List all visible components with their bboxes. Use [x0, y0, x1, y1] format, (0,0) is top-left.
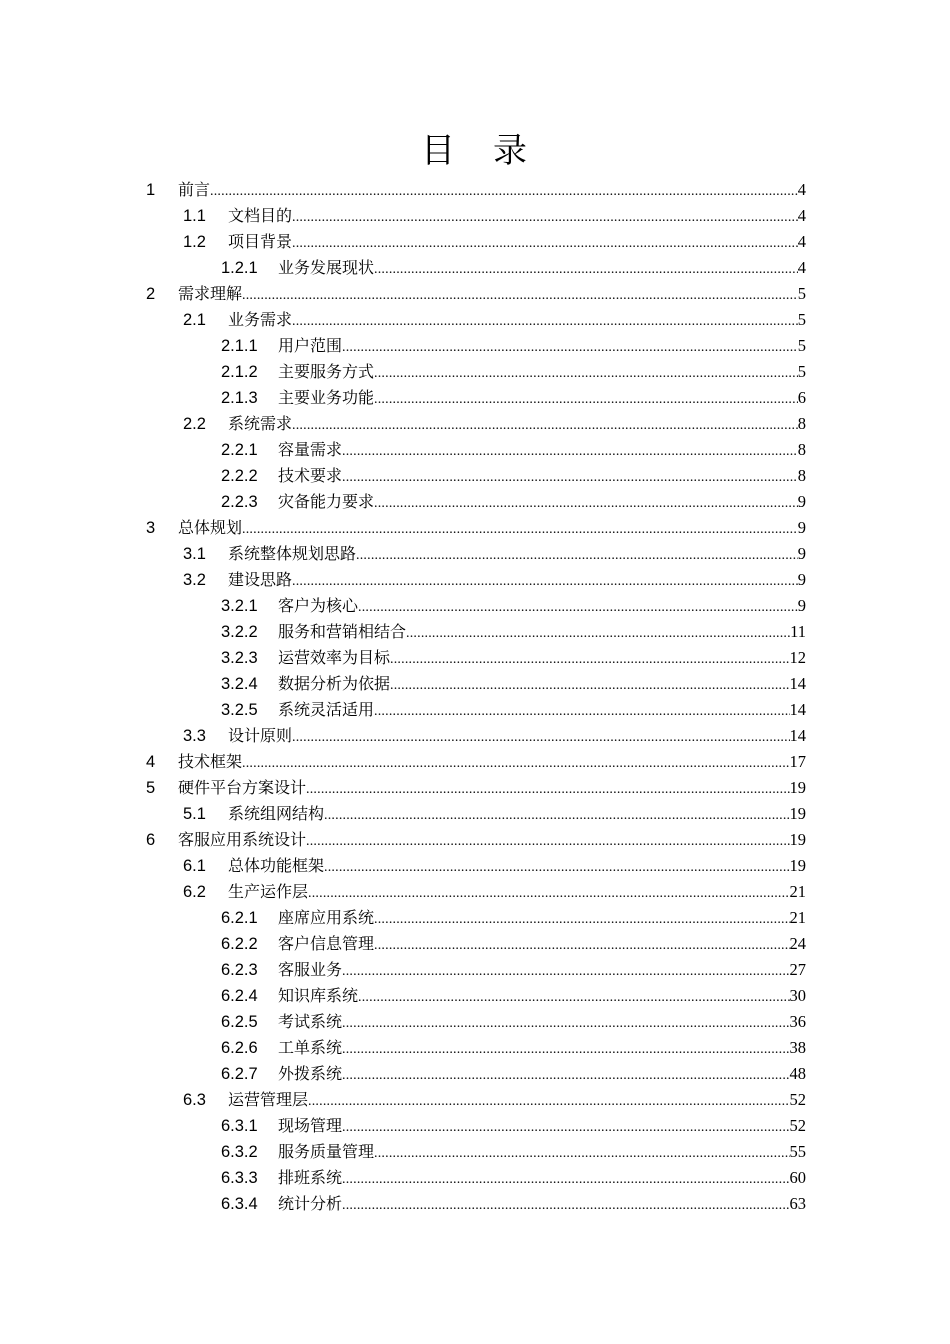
toc-entry-page: 60	[789, 1168, 806, 1187]
toc-entry-line	[228, 567, 806, 595]
toc-dot-leader	[342, 1011, 789, 1037]
toc-entry-number: 1.2	[183, 233, 206, 251]
toc-entry-number: 3.2	[183, 571, 206, 589]
toc-entry-line	[228, 1087, 806, 1115]
toc-entry-page: 5	[797, 284, 806, 303]
toc-dot-leader	[292, 309, 798, 335]
toc-entry-title: 系统组网结构	[228, 804, 325, 823]
toc-entry[interactable]	[0, 411, 950, 437]
toc-entry-number: 3	[146, 519, 156, 537]
toc-entry-page: 11	[790, 622, 806, 641]
toc-entry-line	[278, 1061, 806, 1089]
toc-dot-leader	[342, 959, 789, 985]
toc-entry-number: 3.2.2	[221, 623, 258, 641]
toc-dot-leader	[342, 1037, 789, 1063]
toc-entry[interactable]	[0, 801, 950, 827]
toc-dot-leader	[306, 829, 789, 855]
toc-dot-leader	[324, 855, 789, 881]
toc-entry-line	[278, 983, 806, 1011]
toc-entry-page: 21	[789, 908, 806, 927]
toc-entry[interactable]	[0, 489, 950, 515]
toc-entry-line	[278, 671, 806, 699]
toc-dot-leader	[292, 231, 798, 257]
toc-entry-title: 知识库系统	[278, 986, 359, 1005]
toc-entry-line	[178, 775, 806, 803]
toc-entry-number: 6.2.3	[221, 961, 258, 979]
toc-entry-page: 19	[789, 830, 806, 849]
toc-entry-page: 9	[797, 596, 806, 615]
toc-entry-number: 5.1	[183, 805, 206, 823]
toc-entry-page: 6	[797, 388, 806, 407]
toc-entry-title: 业务需求	[228, 310, 293, 329]
toc-entry-line	[278, 1009, 806, 1037]
toc-entry[interactable]	[0, 203, 950, 229]
toc-entry[interactable]	[0, 359, 950, 385]
toc-entry-number: 2.1.1	[221, 337, 258, 355]
toc-entry-number: 2.2.2	[221, 467, 258, 485]
toc-entry[interactable]	[0, 463, 950, 489]
toc-entry-title: 技术框架	[178, 752, 243, 771]
toc-entry-title: 运营管理层	[228, 1090, 309, 1109]
toc-entry-line	[278, 359, 806, 387]
toc-entry-number: 6.2.6	[221, 1039, 258, 1057]
toc-entry-line	[278, 1139, 806, 1167]
toc-entry-line	[178, 515, 806, 543]
toc-entry-line	[228, 203, 806, 231]
page-title: 目 录	[421, 131, 529, 171]
toc-entry-title: 系统需求	[228, 414, 293, 433]
toc-dot-leader	[374, 257, 798, 283]
toc-entry-number: 3.2.1	[221, 597, 258, 615]
toc-entry[interactable]	[0, 593, 950, 619]
toc-entry-line	[178, 749, 806, 777]
toc-entry[interactable]	[0, 983, 950, 1009]
toc-entry-line	[228, 723, 806, 751]
toc-entry[interactable]	[0, 385, 950, 411]
toc-entry-line	[278, 645, 806, 673]
toc-entry-title: 座席应用系统	[278, 908, 375, 927]
toc-entry-page: 21	[789, 882, 806, 901]
toc-entry-page: 30	[789, 986, 806, 1005]
toc-entry-title: 客户为核心	[278, 596, 359, 615]
toc-entry-line	[228, 541, 806, 569]
toc-entry-number: 1.1	[183, 207, 206, 225]
toc-entry-number: 6.2.5	[221, 1013, 258, 1031]
toc-entry-title: 主要业务功能	[278, 388, 375, 407]
toc-entry[interactable]	[0, 255, 950, 281]
toc-dot-leader	[308, 1089, 789, 1115]
toc-entry-line	[278, 931, 806, 959]
toc-entry-number: 6.2	[183, 883, 206, 901]
toc-entry-title: 外拨系统	[278, 1064, 343, 1083]
toc-entry[interactable]	[0, 697, 950, 723]
toc-entry-page: 4	[797, 180, 806, 199]
toc-entry-number: 2	[146, 285, 156, 303]
toc-dot-leader	[390, 673, 789, 699]
toc-entry-page: 19	[789, 856, 806, 875]
toc-entry-page: 19	[789, 778, 806, 797]
toc-entry-number: 3.2.4	[221, 675, 258, 693]
toc-entry-line	[278, 593, 806, 621]
toc-entry[interactable]	[0, 723, 950, 749]
toc-entry-line	[278, 1113, 806, 1141]
toc-entry-number: 3.3	[183, 727, 206, 745]
toc-entry[interactable]	[0, 1009, 950, 1035]
toc-entry[interactable]	[0, 619, 950, 645]
toc-entry-title: 技术要求	[278, 466, 343, 485]
toc-entry[interactable]	[0, 749, 950, 775]
toc-entry-page: 5	[797, 310, 806, 329]
toc-dot-leader	[342, 1115, 789, 1141]
toc-entry-number: 6	[146, 831, 156, 849]
toc-entry-title: 项目背景	[228, 232, 293, 251]
toc-entry-number: 1.2.1	[221, 259, 258, 277]
toc-dot-leader	[342, 1167, 789, 1193]
toc-entry-number: 6.3.2	[221, 1143, 258, 1161]
toc-entry[interactable]	[0, 333, 950, 359]
toc-entry[interactable]	[0, 229, 950, 255]
toc-dot-leader	[374, 699, 789, 725]
toc-entry[interactable]	[0, 307, 950, 333]
toc-dot-leader	[390, 647, 789, 673]
toc-dot-leader	[242, 751, 789, 777]
toc-entry[interactable]	[0, 1035, 950, 1061]
toc-entry-title: 现场管理	[278, 1116, 343, 1135]
toc-dot-leader	[374, 933, 789, 959]
toc-entry[interactable]	[0, 931, 950, 957]
toc-entry-line	[178, 177, 806, 205]
toc-entry-page: 14	[789, 726, 806, 745]
toc-entry-title: 客户信息管理	[278, 934, 375, 953]
toc-entry[interactable]	[0, 177, 950, 203]
toc-entry-number: 2.1.2	[221, 363, 258, 381]
toc-entry-title: 灾备能力要求	[278, 492, 375, 511]
toc-dot-leader	[342, 439, 798, 465]
toc-dot-leader	[292, 725, 789, 751]
toc-entry-page: 9	[797, 570, 806, 589]
toc-entry-title: 前言	[178, 180, 211, 199]
toc-entry[interactable]	[0, 905, 950, 931]
toc-entry-line	[228, 879, 806, 907]
toc-entry-title: 系统灵活适用	[278, 700, 375, 719]
toc-entry[interactable]	[0, 515, 950, 541]
toc-dot-leader	[324, 803, 789, 829]
toc-dot-leader	[342, 1063, 789, 1089]
toc-entry-page: 17	[789, 752, 806, 771]
toc-dot-leader	[308, 881, 789, 907]
toc-entry-number: 2.1	[183, 311, 206, 329]
toc-dot-leader	[358, 595, 798, 621]
toc-entry-line	[228, 229, 806, 257]
toc-entry-number: 3.1	[183, 545, 206, 563]
toc-entry-page: 52	[789, 1116, 806, 1135]
toc-entry-title: 业务发展现状	[278, 258, 375, 277]
toc-entry-number: 6.3.3	[221, 1169, 258, 1187]
toc-entry-page: 4	[797, 206, 806, 225]
toc-entry-line	[278, 385, 806, 413]
toc-dot-leader	[342, 465, 798, 491]
toc-entry-line	[278, 255, 806, 283]
toc-entry-number: 2.1.3	[221, 389, 258, 407]
toc-entry-line	[178, 281, 806, 309]
toc-entry-title: 总体规划	[178, 518, 243, 537]
toc-entry[interactable]	[0, 1061, 950, 1087]
toc-entry-title: 用户范围	[278, 336, 343, 355]
toc-entry[interactable]	[0, 853, 950, 879]
toc-entry-page: 4	[797, 258, 806, 277]
toc-entry-number: 6.2.2	[221, 935, 258, 953]
table-of-contents	[0, 177, 950, 1217]
toc-entry-title: 服务质量管理	[278, 1142, 375, 1161]
toc-entry-title: 客服业务	[278, 960, 343, 979]
toc-entry-line	[278, 463, 806, 491]
toc-entry-page: 27	[789, 960, 806, 979]
toc-entry-number: 6.1	[183, 857, 206, 875]
toc-dot-leader	[374, 361, 798, 387]
toc-entry-page: 9	[797, 544, 806, 563]
toc-entry-title: 服务和营销相结合	[278, 622, 407, 641]
toc-dot-leader	[292, 413, 798, 439]
toc-dot-leader	[342, 1193, 789, 1219]
toc-entry-title: 硬件平台方案设计	[178, 778, 307, 797]
toc-entry[interactable]	[0, 1087, 950, 1113]
toc-entry-page: 5	[797, 362, 806, 381]
toc-entry-page: 8	[797, 466, 806, 485]
toc-entry-page: 9	[797, 518, 806, 537]
toc-entry-line	[228, 853, 806, 881]
toc-entry-line	[178, 827, 806, 855]
toc-entry[interactable]	[0, 671, 950, 697]
toc-entry-title: 建设思路	[228, 570, 293, 589]
toc-dot-leader	[374, 907, 789, 933]
toc-entry[interactable]	[0, 1139, 950, 1165]
toc-entry-title: 数据分析为依据	[278, 674, 391, 693]
toc-entry-title: 需求理解	[178, 284, 243, 303]
toc-entry[interactable]	[0, 879, 950, 905]
toc-entry[interactable]	[0, 567, 950, 593]
toc-dot-leader	[242, 283, 798, 309]
toc-entry-number: 6.2.1	[221, 909, 258, 927]
toc-entry-line	[278, 489, 806, 517]
toc-entry-title: 生产运作层	[228, 882, 309, 901]
toc-entry-number: 6.3.4	[221, 1195, 258, 1213]
toc-entry-number: 6.3	[183, 1091, 206, 1109]
toc-entry-title: 系统整体规划思路	[228, 544, 357, 563]
toc-entry-line	[278, 1035, 806, 1063]
toc-entry-number: 6.2.7	[221, 1065, 258, 1083]
toc-entry-line	[278, 905, 806, 933]
toc-entry[interactable]	[0, 541, 950, 567]
toc-entry-line	[228, 411, 806, 439]
toc-entry-line	[228, 307, 806, 335]
toc-entry-page: 12	[789, 648, 806, 667]
toc-entry-line	[278, 1165, 806, 1193]
toc-entry-number: 3.2.3	[221, 649, 258, 667]
toc-entry-page: 9	[797, 492, 806, 511]
toc-entry-page: 52	[789, 1090, 806, 1109]
toc-entry-page: 14	[789, 674, 806, 693]
toc-entry-page: 63	[789, 1194, 806, 1213]
toc-entry-number: 2.2	[183, 415, 206, 433]
toc-dot-leader	[306, 777, 789, 803]
toc-entry-title: 运营效率为目标	[278, 648, 391, 667]
toc-dot-leader	[406, 621, 790, 647]
toc-dot-leader	[356, 543, 798, 569]
toc-dot-leader	[374, 387, 798, 413]
toc-entry[interactable]	[0, 1191, 950, 1217]
toc-entry-line	[228, 801, 806, 829]
toc-entry-title: 文档目的	[228, 206, 293, 225]
toc-dot-leader	[342, 335, 798, 361]
toc-entry[interactable]	[0, 775, 950, 801]
toc-entry-title: 排班系统	[278, 1168, 343, 1187]
toc-dot-leader	[358, 985, 789, 1011]
toc-entry-line	[278, 333, 806, 361]
toc-entry[interactable]	[0, 437, 950, 463]
toc-entry-number: 1	[146, 181, 156, 199]
toc-entry[interactable]	[0, 1113, 950, 1139]
toc-entry-line	[278, 697, 806, 725]
toc-entry-title: 工单系统	[278, 1038, 343, 1057]
toc-entry[interactable]	[0, 827, 950, 853]
toc-entry-number: 6.3.1	[221, 1117, 258, 1135]
toc-dot-leader	[374, 491, 798, 517]
toc-entry-title: 考试系统	[278, 1012, 343, 1031]
toc-entry-page: 8	[797, 414, 806, 433]
toc-entry-number: 4	[146, 753, 156, 771]
toc-entry-title: 统计分析	[278, 1194, 343, 1213]
toc-entry-number: 2.2.3	[221, 493, 258, 511]
toc-entry-line	[278, 1191, 806, 1219]
toc-entry-number: 6.2.4	[221, 987, 258, 1005]
toc-entry-line	[278, 957, 806, 985]
toc-entry[interactable]	[0, 645, 950, 671]
toc-entry-page: 24	[789, 934, 806, 953]
toc-entry-page: 55	[789, 1142, 806, 1161]
toc-entry-page: 38	[789, 1038, 806, 1057]
toc-entry-title: 设计原则	[228, 726, 293, 745]
toc-entry-title: 容量需求	[278, 440, 343, 459]
toc-entry-page: 8	[797, 440, 806, 459]
toc-entry-page: 48	[789, 1064, 806, 1083]
toc-dot-leader	[210, 179, 798, 205]
toc-entry[interactable]	[0, 1165, 950, 1191]
toc-entry-title: 总体功能框架	[228, 856, 325, 875]
toc-entry-number: 3.2.5	[221, 701, 258, 719]
toc-entry[interactable]	[0, 281, 950, 307]
toc-dot-leader	[374, 1141, 789, 1167]
toc-entry[interactable]	[0, 957, 950, 983]
toc-dot-leader	[292, 205, 798, 231]
toc-entry-title: 主要服务方式	[278, 362, 375, 381]
toc-entry-page: 19	[789, 804, 806, 823]
toc-entry-line	[278, 437, 806, 465]
toc-entry-page: 4	[797, 232, 806, 251]
toc-dot-leader	[242, 517, 798, 543]
toc-entry-line	[278, 619, 806, 647]
toc-entry-number: 5	[146, 779, 156, 797]
toc-entry-title: 客服应用系统设计	[178, 830, 307, 849]
toc-entry-number: 2.2.1	[221, 441, 258, 459]
toc-entry-page: 5	[797, 336, 806, 355]
toc-dot-leader	[292, 569, 798, 595]
toc-entry-page: 14	[789, 700, 806, 719]
toc-entry-page: 36	[789, 1012, 806, 1031]
